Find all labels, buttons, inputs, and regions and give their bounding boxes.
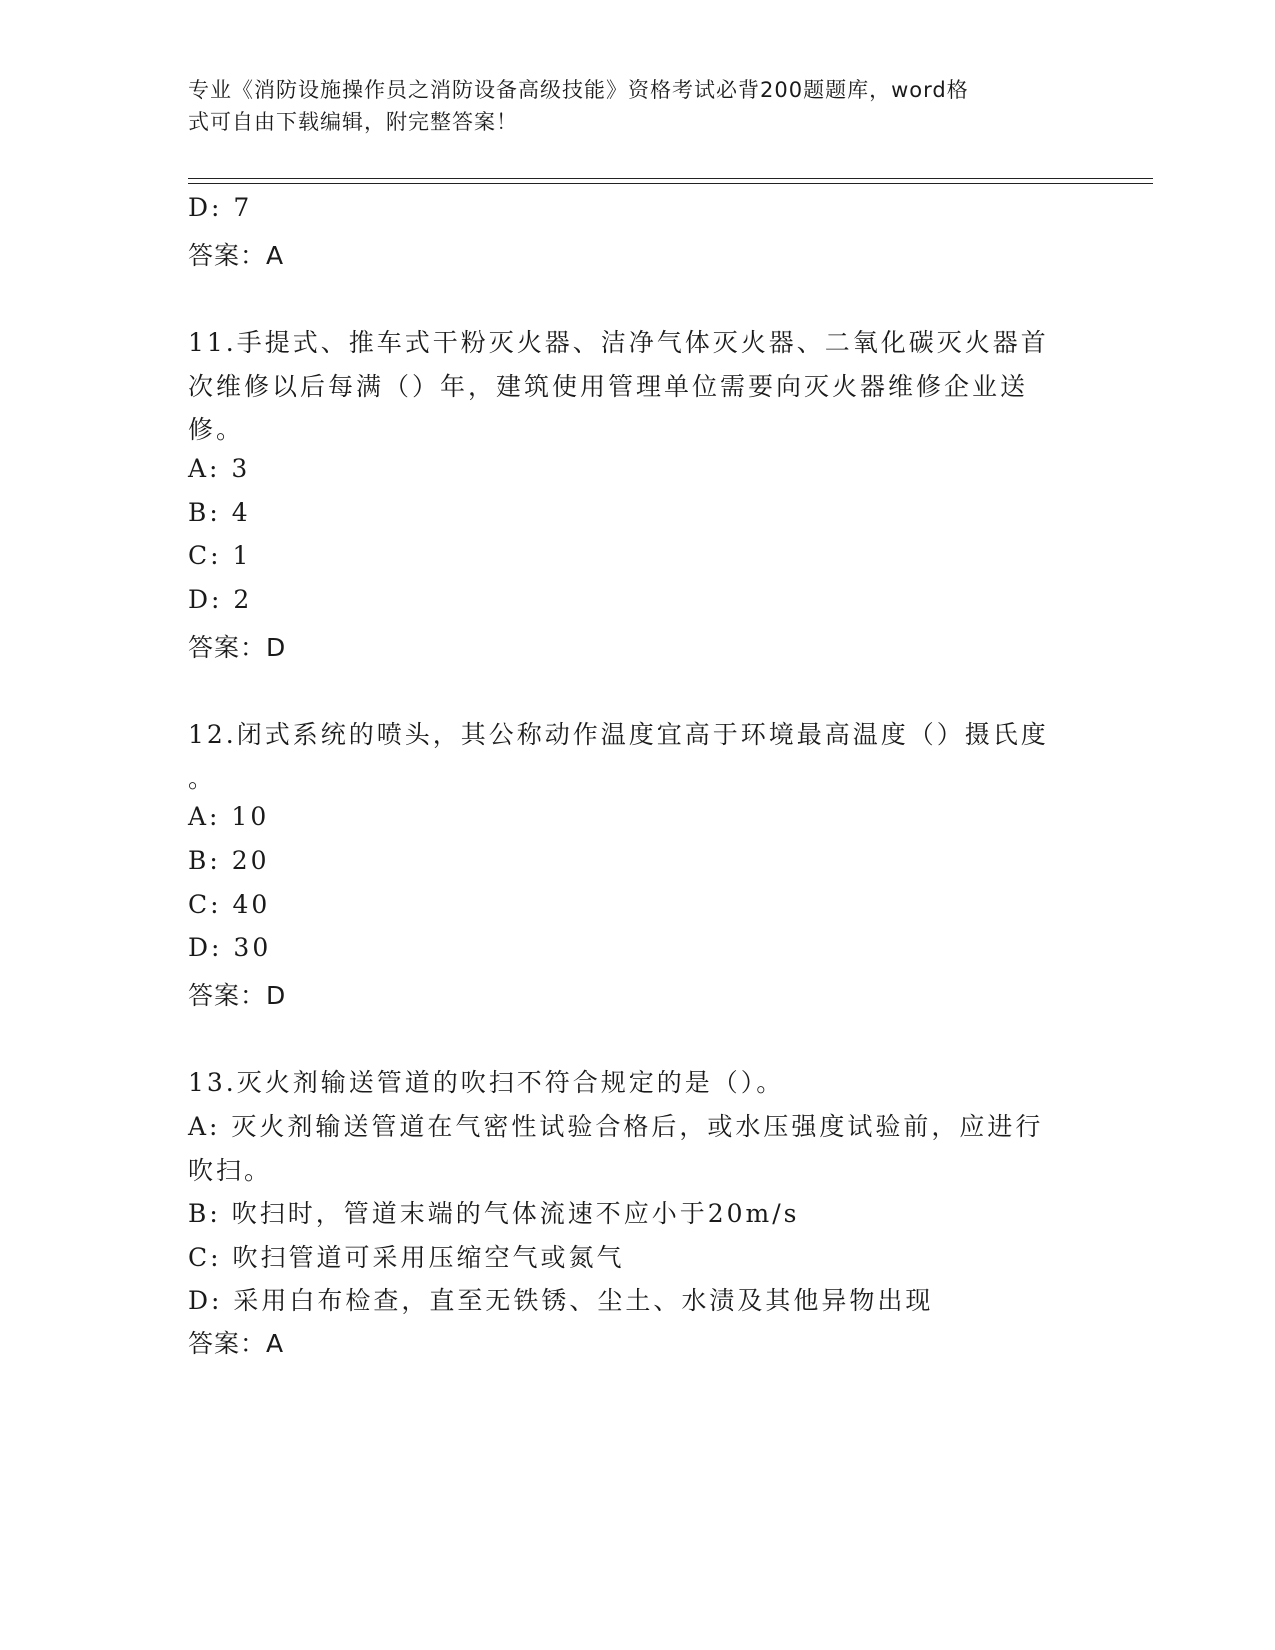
header-divider-top bbox=[188, 178, 1153, 179]
q13-answer: 答案：A bbox=[188, 1329, 285, 1358]
q10-option-d: D: 7 bbox=[188, 193, 253, 222]
q13-option-c: C: 吹扫管道可采用压缩空气或氮气 bbox=[188, 1243, 625, 1272]
q11-stem-line-3: 修。 bbox=[188, 415, 245, 444]
q11-option-d: D: 2 bbox=[188, 585, 253, 614]
q12-answer: 答案：D bbox=[188, 981, 287, 1010]
q11-option-b: B: 4 bbox=[188, 498, 251, 527]
q11-stem-line-2: 次维修以后每满（）年，建筑使用管理单位需要向灭火器维修企业送 bbox=[188, 372, 1029, 401]
q11-answer: 答案：D bbox=[188, 633, 287, 662]
q12-option-b: B: 20 bbox=[188, 846, 270, 875]
header-divider-bottom bbox=[188, 183, 1153, 184]
q12-option-c: C: 40 bbox=[188, 890, 271, 919]
document-header bbox=[188, 74, 1068, 138]
header-line-2: 式可自由下载编辑，附完整答案！ bbox=[188, 110, 518, 134]
q13-option-a-line-1: A: 灭火剂输送管道在气密性试验合格后，或水压强度试验前，应进行 bbox=[188, 1112, 1044, 1141]
header-line-1: 专业《消防设施操作员之消防设备高级技能》资格考试必背200题题库，word格 bbox=[188, 78, 969, 102]
q13-option-a-line-2: 吹扫。 bbox=[188, 1156, 273, 1185]
q12-option-a: A: 10 bbox=[188, 802, 270, 831]
q12-stem-line-2: 。 bbox=[188, 764, 217, 793]
q13-option-b: B: 吹扫时，管道末端的气体流速不应小于20m/s bbox=[188, 1199, 800, 1228]
q11-option-a: A: 3 bbox=[188, 454, 251, 483]
q12-stem-line-1: 12.闭式系统的喷头，其公称动作温度宜高于环境最高温度（）摄氏度 bbox=[188, 720, 1049, 749]
q12-option-d: D: 30 bbox=[188, 933, 272, 962]
q11-stem-line-1: 11.手提式、推车式干粉灭火器、洁净气体灭火器、二氧化碳灭火器首 bbox=[188, 328, 1049, 357]
q13-option-d: D: 采用白布检查，直至无铁锈、尘土、水渍及其他异物出现 bbox=[188, 1286, 934, 1315]
q10-answer: 答案：A bbox=[188, 241, 285, 270]
q13-stem-line-1: 13.灭火剂输送管道的吹扫不符合规定的是（）。 bbox=[188, 1068, 785, 1097]
q11-option-c: C: 1 bbox=[188, 541, 252, 570]
